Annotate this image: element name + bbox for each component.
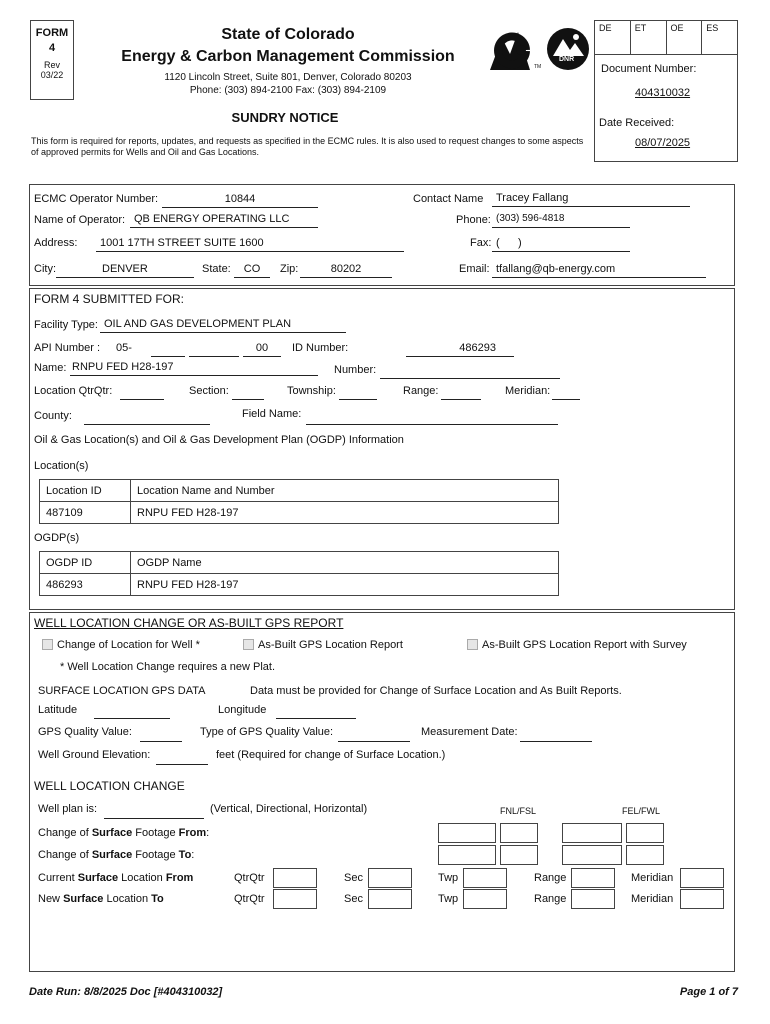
fnl-fsl-header: FNL/FSL [500,806,537,816]
facility-type-field[interactable]: OIL AND GAS DEVELOPMENT PLAN [100,318,346,333]
state-field[interactable]: CO [234,263,270,278]
sundry-notice-title: SUNDRY NOTICE [231,110,339,125]
table-row [40,574,559,596]
contact-name-label: Contact Name [413,193,484,205]
ogdp-name-cell: RNPU FED H28-197 [131,574,559,596]
footage-to-fel-value[interactable] [562,845,622,865]
well-plan-label: Well plan is: [38,803,98,815]
current-sec-label: Sec [344,872,363,884]
well-plan-note: (Vertical, Directional, Horizontal) [210,803,368,815]
ground-elevation-field[interactable] [156,750,208,765]
number-label: Number: [334,364,377,376]
api-number-label: API Number : [34,342,101,354]
office-code: ET [631,21,667,54]
new-twp-label: Twp [438,893,459,905]
new-location-label: New Surface Location To [38,893,164,905]
new-qtrqtr-field[interactable] [273,889,317,909]
current-sec-field[interactable] [368,868,412,888]
colorado-logo [488,26,540,74]
phone-label: Phone: [456,214,491,226]
footage-to-fel-dir[interactable] [626,845,664,865]
zip-field[interactable]: 80202 [300,263,392,278]
gps-quality-label: GPS Quality Value: [38,726,132,738]
section-label: Section: [189,385,229,397]
zip-label: Zip: [280,263,299,275]
new-range-field[interactable] [571,889,615,909]
ground-elevation-note: feet (Required for change of Surface Location.) [216,749,446,761]
meridian-field[interactable] [552,385,580,400]
new-sec-field[interactable] [368,889,412,909]
table-row [40,502,559,524]
operator-name-field[interactable]: QB ENERGY OPERATING LLC [130,213,318,228]
plat-note: * Well Location Change requires a new Plat. [60,661,276,673]
ogdp-id-cell: 486293 [40,574,131,596]
field-name-field[interactable] [306,410,558,425]
option-as-built[interactable] [243,639,403,651]
api-sequence-field[interactable] [189,342,239,357]
email-field[interactable]: tfallang@qb-energy.com [492,263,706,278]
current-meridian-field[interactable] [680,868,724,888]
doc-number: 404310032 [635,87,691,99]
fax-field[interactable]: ( ) [492,237,630,252]
locations-table [39,479,559,524]
form-label: FORM [35,27,69,39]
dnr-label: DNR [559,56,575,63]
gps-type-label: Type of GPS Quality Value: [200,726,334,738]
column-header: Location ID [40,480,131,502]
api-suffix-field[interactable]: 00 [243,342,281,357]
table-header-row [40,552,559,574]
change-footage-from-label: Change of Surface Footage From: [38,827,210,839]
fax-label: Fax: [470,237,492,249]
change-footage-to-label: Change of Surface Footage To: [38,849,195,861]
as-built-survey-checkbox[interactable] [467,639,478,650]
township-field[interactable] [339,385,377,400]
office-code: ES [706,23,719,33]
footage-from-fel-value[interactable] [562,823,622,843]
option-label: Change of Location for Well * [57,639,200,651]
dnr-logo [546,26,590,72]
well-location-change-heading: WELL LOCATION CHANGE [34,779,185,793]
current-range-field[interactable] [571,868,615,888]
ogdps-label: OGDP(s) [34,532,80,544]
commission-address: 1120 Lincoln Street, Suite 801, Denver, Colorado 80203 [164,72,412,83]
measurement-date-field[interactable] [520,727,592,742]
column-header: OGDP ID [40,552,131,574]
county-label: County: [34,410,72,422]
longitude-field[interactable] [276,704,356,719]
option-label: As-Built GPS Location Report [258,639,403,651]
contact-name-field[interactable]: Tracey Fallang [492,192,690,207]
township-label: Township: [287,385,336,397]
name-label: Name: [34,362,67,374]
phone-field[interactable]: (303) 596-4818 [492,213,630,228]
table-header-row [40,480,559,502]
gps-type-field[interactable] [338,727,410,742]
facility-type-label: Facility Type: [34,319,98,331]
as-built-checkbox[interactable] [243,639,254,650]
office-use-box [594,20,738,162]
footage-from-fel-dir[interactable] [626,823,664,843]
current-twp-label: Twp [438,872,459,884]
new-range-label: Range [534,893,567,905]
fel-fwl-header: FEL/FWL [622,806,661,816]
office-codes-row [595,21,737,55]
location-name-cell: RNPU FED H28-197 [131,502,559,524]
column-header: Location Name and Number [131,480,559,502]
footage-from-fnl-dir[interactable] [500,823,538,843]
office-code: DE [595,21,631,54]
rev-label: Rev [43,60,60,70]
location-qtrqtr-label: Location QtrQtr: [34,385,113,397]
measurement-date-label: Measurement Date: [421,726,518,738]
operator-number-field[interactable]: 10844 [162,193,318,208]
address-field[interactable]: 1001 17TH STREET SUITE 1600 [96,237,404,252]
field-name-label: Field Name: [242,408,302,420]
surface-gps-note: Data must be provided for Change of Surface Location and As Built Reports. [250,685,622,697]
location-id-cell: 487109 [40,502,131,524]
longitude-label: Longitude [218,704,267,716]
id-number-label: ID Number: [292,342,349,354]
ogdp-table [39,551,559,596]
county-field[interactable] [84,410,210,425]
well-plan-field[interactable] [104,804,204,819]
footer-page-number: Page 1 of 7 [679,986,738,998]
doc-number-label: Document Number: [601,63,697,75]
option-as-built-survey[interactable] [467,639,687,651]
new-sec-label: Sec [344,893,363,905]
email-label: Email: [459,263,490,275]
current-twp-field[interactable] [463,868,507,888]
current-qtrqtr-field[interactable] [273,868,317,888]
option-label: As-Built GPS Location Report with Survey [482,639,687,651]
city-field[interactable]: DENVER [56,263,194,278]
api-state-code: 05- [116,342,132,354]
operator-name-label: Name of Operator: [34,214,126,226]
rev-date: 03/22 [40,70,64,80]
id-number-field[interactable]: 486293 [406,342,514,357]
ground-elevation-label: Well Ground Elevation: [38,749,151,761]
operator-number-label: ECMC Operator Number: [34,193,159,205]
date-received: 08/07/2025 [635,137,691,149]
footer-date-run: Date Run: 8/8/2025 Doc [#404310032] [29,986,223,998]
name-field[interactable]: RNPU FED H28-197 [70,361,318,376]
commission-phone-fax: Phone: (303) 894-2100 Fax: (303) 894-2109 [189,85,387,96]
gps-quality-field[interactable] [140,727,182,742]
ogdp-info-heading: Oil & Gas Location(s) and Oil & Gas Development Plan (OGDP) Information [34,434,404,446]
address-label: Address: [34,237,78,249]
title-line1: State of Colorado [221,26,355,43]
section-field[interactable] [232,385,264,400]
footage-from-fnl-value[interactable] [438,823,496,843]
qtrqtr-field[interactable] [120,385,164,400]
footage-to-fnl-dir[interactable] [500,845,538,865]
form-number: 4 [48,42,56,54]
footage-to-fnl-value[interactable] [438,845,496,865]
state-label: State: [202,263,231,275]
latitude-field[interactable] [94,704,170,719]
option-change-location[interactable] [42,639,200,651]
current-meridian-label: Meridian [631,872,674,884]
surface-gps-label: SURFACE LOCATION GPS DATA [38,685,206,697]
current-location-label: Current Surface Location From [38,872,194,884]
api-county-field[interactable] [151,342,185,357]
range-field[interactable] [441,385,481,400]
logo-tm: TM [534,64,542,70]
submitted-for-title: FORM 4 SUBMITTED FOR: [34,292,184,306]
well-change-title: WELL LOCATION CHANGE OR AS-BUILT GPS REPORT [34,616,344,630]
date-received-label: Date Received: [599,117,675,129]
office-code: OE [667,21,703,54]
current-range-label: Range [534,872,567,884]
change-location-checkbox[interactable] [42,639,53,650]
meridian-label: Meridian: [505,385,551,397]
new-twp-field[interactable] [463,889,507,909]
number-field[interactable] [380,364,560,379]
current-qtrqtr-label: QtrQtr [234,872,265,884]
new-meridian-label: Meridian [631,893,674,905]
new-meridian-field[interactable] [680,889,724,909]
form-number-box [30,20,74,100]
city-label: City: [34,263,56,275]
title-line2: Energy & Carbon Management Commission [121,48,455,65]
range-label: Range: [403,385,439,397]
latitude-label: Latitude [38,704,78,716]
form-description: This form is required for reports, updates, and requests as specified in the ECMC rules. It is also used to request changes to some aspects of approved permits for Wells and Oil and Gas Locations. [31,136,584,157]
column-header: OGDP Name [131,552,559,574]
new-qtrqtr-label: QtrQtr [234,893,265,905]
locations-label: Location(s) [34,460,89,472]
